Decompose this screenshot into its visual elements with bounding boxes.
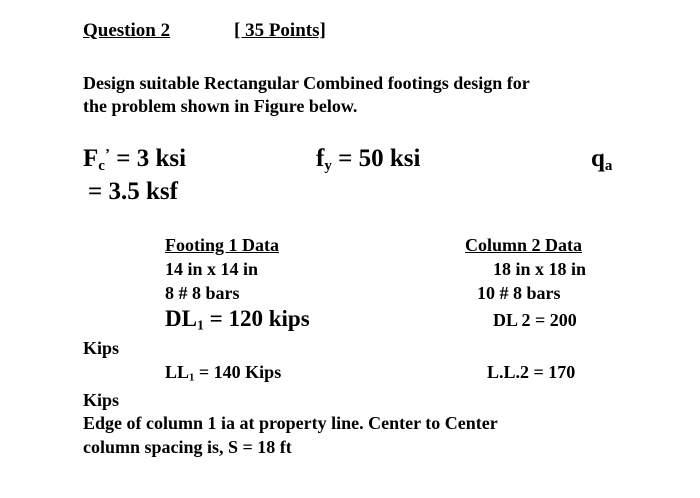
fy-symbol: f [316, 145, 325, 172]
column2-live-load: L.L.2 = 170 [487, 362, 576, 382]
footing1-dead-load [165, 306, 310, 332]
fc-symbol: F [83, 145, 99, 172]
fc-parameter [83, 145, 186, 173]
question-title: Question 2 [83, 20, 171, 41]
footing1-live-load [165, 362, 281, 383]
ll1-value: = 140 Kips [194, 362, 282, 382]
dl1-label: DL [165, 306, 197, 331]
fy-value: = 50 ksi [331, 145, 421, 172]
qa-symbol: q [591, 145, 605, 172]
fc-value: = 3 ksi [109, 145, 187, 172]
ll1-subscript: 1 [189, 371, 195, 384]
footing1-title: Footing 1 Data [165, 235, 279, 255]
note-line-1: Edge of column 1 ia at property line. Center to Center [83, 413, 498, 433]
column2-title: Column 2 Data [465, 235, 583, 255]
footing1-bars: 8 # 8 bars [165, 283, 240, 303]
kips-label-1: Kips [83, 338, 120, 358]
intro-line-1: Design suitable Rectangular Combined footings design for [83, 73, 530, 93]
dl1-value: = 120 kips [203, 306, 310, 331]
points-label: [ 35 Points] [234, 20, 326, 41]
kips-label-2: Kips [83, 390, 120, 410]
note-line-2: column spacing is, S = 18 ft [83, 437, 292, 457]
fy-parameter [316, 145, 420, 173]
intro-line-2: the problem shown in Figure below. [83, 96, 358, 116]
qa-subscript: a [604, 157, 613, 174]
fc-subscript: c [98, 157, 105, 174]
column2-size: 18 in x 18 in [493, 259, 587, 279]
fy-subscript: y [324, 157, 332, 174]
fc-prime: ’ [104, 146, 110, 163]
footing1-size: 14 in x 14 in [165, 259, 259, 279]
column2-bars: 10 # 8 bars [477, 283, 561, 303]
dl1-subscript: 1 [196, 317, 204, 333]
qa-parameter [591, 145, 612, 173]
column2-dead-load: DL 2 = 200 [493, 310, 577, 330]
qa-value: = 3.5 ksf [88, 178, 178, 205]
ll1-label: LL [165, 362, 190, 382]
